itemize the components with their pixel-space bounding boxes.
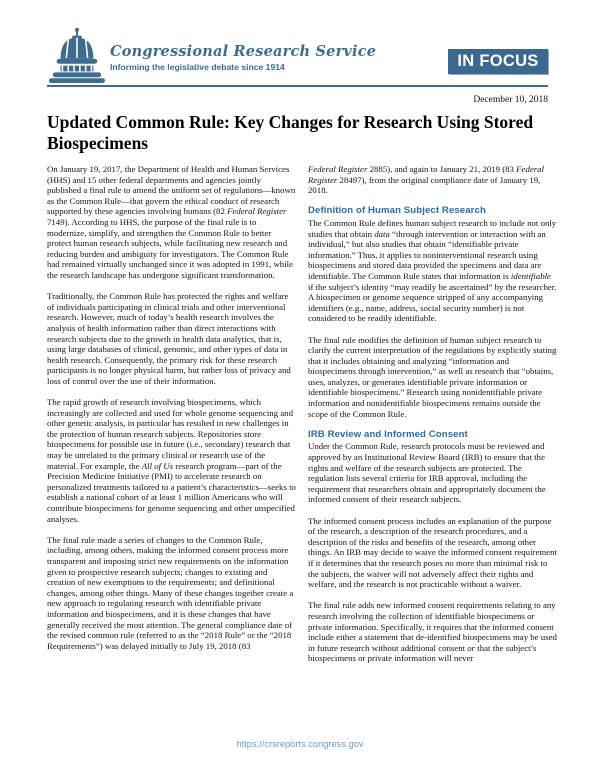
paragraph: The final rule adds new informed consent requirements relating to any research involving the collection of identifiable biospecimens or private information. Specifically, it requires that the informed consent include either a statement that de-identified biospecimens may be used in future research without additional consent or that the subject’s biospecimens or private information will never — [308, 600, 557, 664]
body-columns — [47, 164, 557, 664]
paragraph: The final rule modifies the definition of human subject research to clarify the current interpretation of the regulations by explicitly stating that it includes obtaining and analyzing “information and biospecimens through intervention,” as well as research that “obtains, uses, analyzes, or generates identifiable private information or identifiable biospecimens.” Research using nonidentifiable private information and nonidentifiable biospecimens remains outside the scope of the Common Rule. — [308, 334, 557, 419]
right-column — [308, 164, 557, 664]
paragraph: Federal Register 2885), and again to January 21, 2019 (83 Federal Register 28497), from the original compliance date of January 19, 2018. — [308, 164, 545, 196]
paragraph: The final rule made a series of changes to the Common Rule, including, among others, making the informed consent process more transparent and imposing strict new requirements on the information given to prospective research subjects; changes to existing and creation of new exemptions to the requirements; and definitional changes, among other things. Many of these changes together create a new approach to regulating research with identifiable private information and biospecimens, and it is these changes that have generally received the most attention. The general compliance date of the revised common rule (referred to as the “2018 Rule” or the “2018 Requirements”) was delayed initially to July 19, 2018 (83 — [47, 534, 294, 651]
crs-capitol-logo-icon — [47, 26, 105, 84]
document-date: December 10, 2018 — [473, 95, 548, 105]
in-focus-badge: IN FOCUS — [448, 49, 548, 74]
section-heading-irb: IRB Review and Informed Consent — [308, 428, 468, 440]
paragraph: On January 19, 2017, the Department of Health and Human Services (HHS) and 15 other federal departments and agencies jointly published a final rule to amend the uniform set of regulations—known as the Common Rule—that govern the ethical conduct of research supported by these agencies involving humans (82 Federal Register 7149). According to HHS, the purpose of the final rule is to modernize, simplify, and strengthen the Common Rule to better protect human research subjects, while facilitating new research and reducing burden and ambiguity for investigators. The Common Rule had remained virtually unchanged since it was adopted in 1991, while the research landscape has undergone significant transformation. — [47, 164, 296, 280]
paragraph: Traditionally, the Common Rule has protected the rights and welfare of individuals participating in clinical trials and other interventional research. However, much of today’s health research involves the analysis of health information rather than direct interactions with research subjects due to the growth in health data analytics, that is, using large databases of clinical, genomic, and other types of data in health research. Consequently, the primary risk for these research participants is no longer physical harm, but rather loss of privacy and loss of control over the use of their information. — [47, 291, 291, 386]
left-column — [47, 164, 296, 664]
paragraph: Under the Common Rule, research protocols must be reviewed and approved by an Institutional Review Board (IRB) to ensure that the rights and welfare of the research subjects are protected. The regulation lists several criteria for IRB approval, including the requirement that researchers obtain and appropriately document the informed consent of their research subjects. — [308, 441, 546, 505]
header-divider — [47, 85, 548, 87]
section-heading-definition: Definition of Human Subject Research — [308, 205, 486, 217]
brand-name: Congressional Research Service — [110, 43, 377, 60]
footer-link[interactable]: https://crsreports.congress.gov — [236, 739, 364, 749]
paragraph: The informed consent process includes an explanation of the purpose of the research, a description of the research procedures, and a description of the risks and benefits of the research, among other things. An IRB may decide to waive the informed consent requirement if it determines that the research poses no more than minimal risk to the subjects, the waiver will not adversely affect their rights and welfare, and the research is not practicable without a waiver. — [308, 515, 557, 590]
footer — [0, 739, 600, 749]
page-title: Updated Common Rule: Key Changes for Research Using Stored Biospecimens — [47, 112, 534, 153]
brand-tagline: Informing the legislative debate since 1914 — [110, 62, 285, 72]
crs-brand-block — [110, 43, 376, 72]
paragraph: The Common Rule defines human subject research to include not only studies that obtain data “through intervention or interaction with an individual,” but also studies that obtain “identifiable private information.” Thus, it applies to noninterventional research using biospecimens and stored data provided the specimens and data are identifiable. The Common Rule states that information is identifiable if the subject’s identity “may readily be ascertained” by the researcher. A biospecimen or genome sequence stripped of any accompanying identifiers (e.g., name, address, social security number) is not considered to be readily identifiable. — [308, 217, 557, 324]
paragraph: The rapid growth of research involving biospecimens, which increasingly are collected and used for whole genome sequencing and other genetic analysis, in particular has resulted in new challenges in the protection of human research subjects. Repositories store biospecimens for possible use in future (i.e., secondary) research that may be unrelated to the primary clinical or research use of the material. For example, the All of Us research program—part of the Precision Medicine Initiative (PMI) to accelerate research on personalized treatments tailored to a patient’s characteristics—seeks to establish a national cohort of at least 1 million Americans who will contribute biospecimens for genome sequencing and other unspecified analyses. — [47, 397, 296, 524]
